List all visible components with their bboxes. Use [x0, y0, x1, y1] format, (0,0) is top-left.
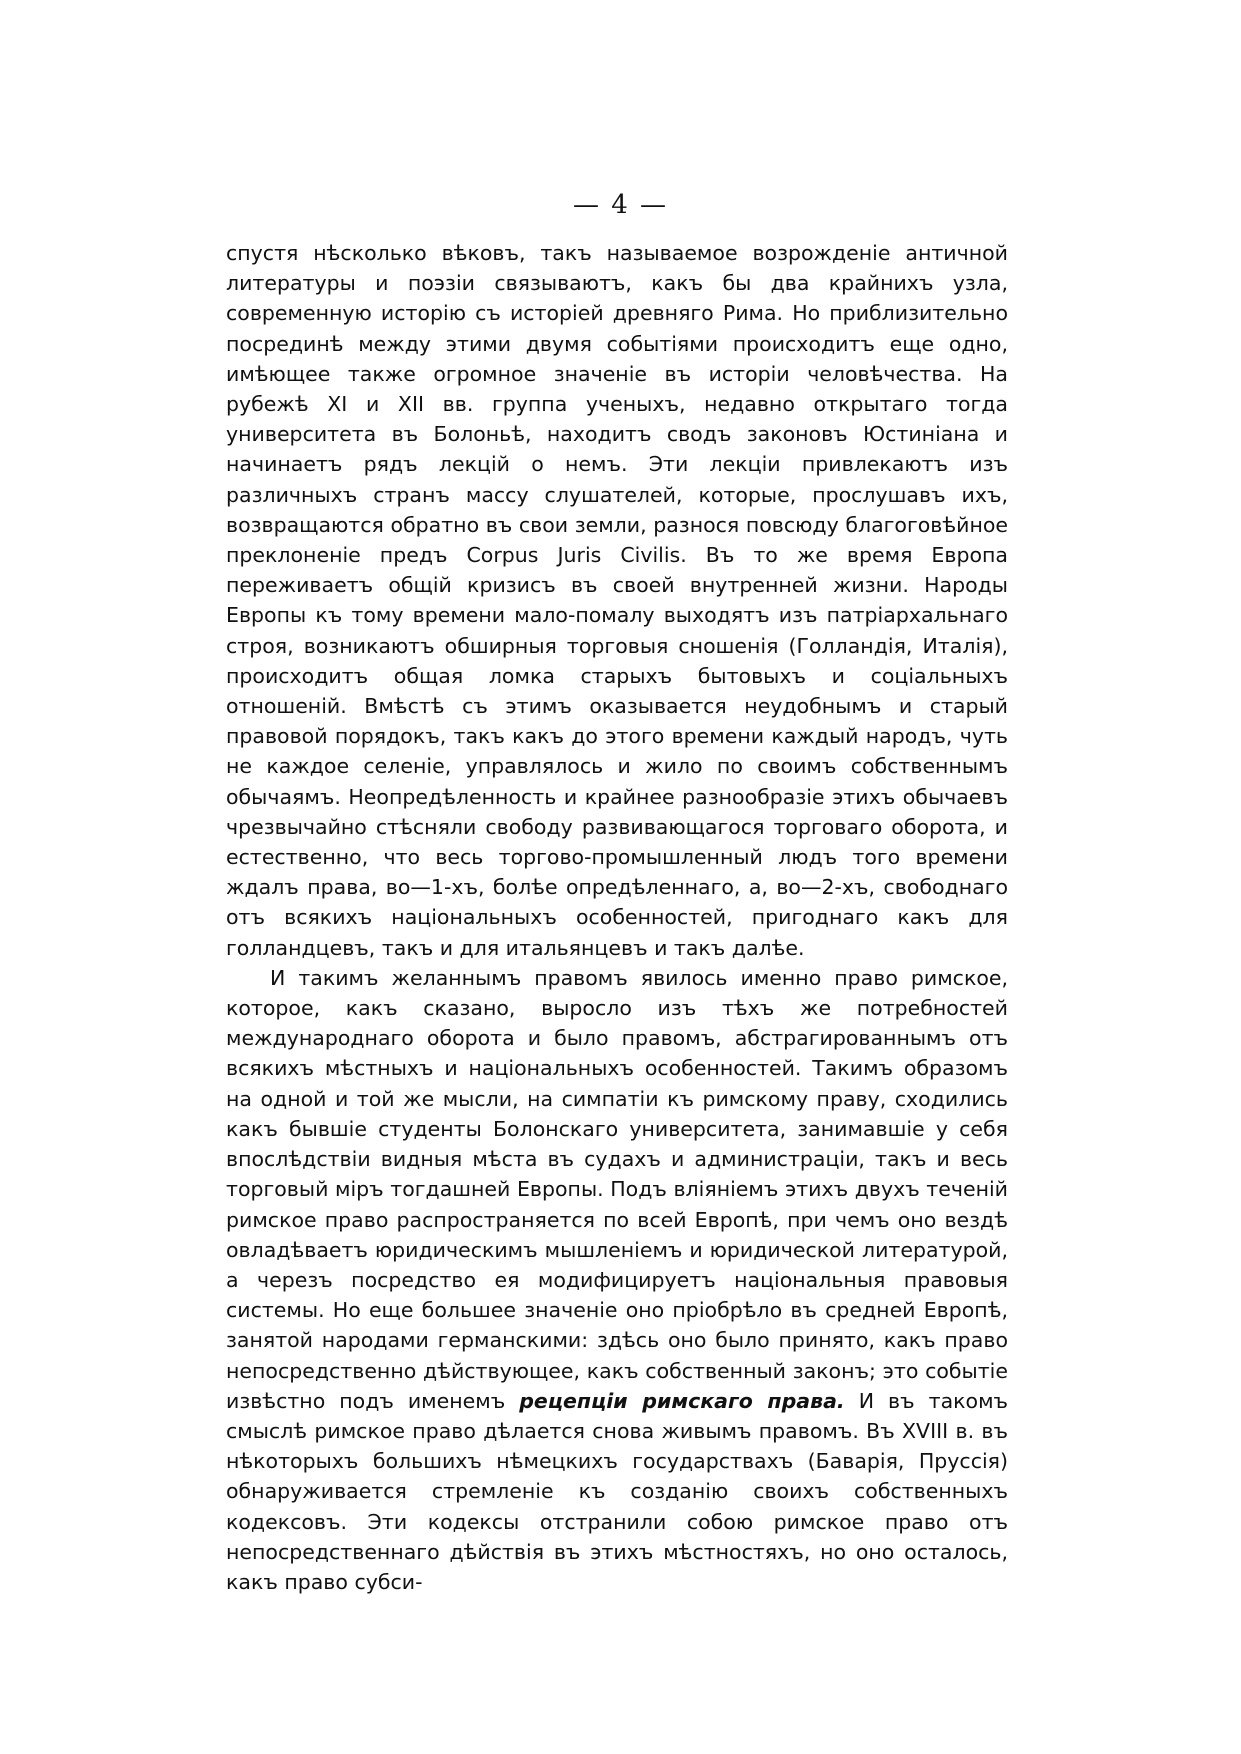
paragraph-2-text-after: И въ такомъ смыслѣ римское право дѣлается снова живымъ правомъ. Въ XVIII в. въ нѣкоторыхъ большихъ нѣмецкихъ государствахъ (Баварія, Пруссія) обнаруживается стремленіе къ созданію своихъ собственныхъ кодексовъ. Эти кодексы отстранили собою римское право отъ непосредственнаго дѣйствія въ этихъ мѣстностяхъ, но оно осталось, какъ право субси-	[226, 1388, 1009, 1594]
body-text	[226, 238, 1008, 1597]
paragraph-1: спустя нѣсколько вѣковъ, такъ называемое возрожденіе античной литературы и поэзіи связываютъ, какъ бы два крайнихъ узла, современную исторію съ исторіей древняго Рима. Но приблизительно посрединѣ между этими двумя событіями происходитъ еще одно, имѣющее также огромное значеніе въ исторіи человѣчества. На рубежѣ XI и XII вв. группа ученыхъ, недавно открытаго тогда университета въ Болоньѣ, находитъ сводъ законовъ Юстиніана и начинаетъ рядъ лекцій о немъ. Эти лекціи привлекаютъ изъ различныхъ странъ массу слушателей, которые, прослушавъ ихъ, возвращаются обратно въ свои земли, разнося повсюду благоговѣйное преклоненіе предъ Corpus Juris Civilis. Въ то же время Европа переживаетъ общій кризисъ въ своей внутренней жизни. Народы Европы къ тому времени мало-помалу выходятъ изъ патріархальнаго строя, возникаютъ обширныя торговыя сношенія (Голландія, Италія), происходитъ общая ломка старыхъ бытовыхъ и соціальныхъ отношеній. Вмѣстѣ съ этимъ оказывается неудобнымъ и старый правовой порядокъ, такъ какъ до этого времени каждый народъ, чуть не каждое селеніе, управлялось и жило по своимъ собственнымъ обычаямъ. Неопредѣленность и крайнее разнообразіе этихъ обычаевъ чрезвычайно стѣсняли свободу развивающагося торговаго оборота, и естественно, что весь торгово-промышленный людъ того времени ждалъ права, во—1-хъ, болѣе опредѣленнаго, а, во—2-хъ, свободнаго отъ всякихъ національныхъ особенностей, пригоднаго какъ для голландцевъ, такъ и для итальянцевъ и такъ далѣе.	[226, 241, 1008, 960]
paragraph-2-text-before: И такимъ желаннымъ правомъ явилось именно право римское, которое, какъ сказано, выросло изъ тѣхъ же потребностей международнаго оборота и было правомъ, абстрагированнымъ отъ всякихъ мѣстныхъ и національныхъ особенностей. Такимъ образомъ на одной и той же мысли, на симпатіи къ римскому праву, сходились какъ бывшіе студенты Болонскаго университета, занимавшіе у себя впослѣдствіи видныя мѣста въ судахъ и администраціи, такъ и весь торговый міръ тогдашней Европы. Подъ вліяніемъ этихъ двухъ теченій римское право распространяется по всей Европѣ, при чемъ оно вездѣ овладѣваетъ юридическимъ мышленіемъ и юридической литературой, а черезъ посредство ея модифицируетъ національныя правовыя системы. Но еще большее значеніе оно пріобрѣло въ средней Европѣ, занятой народами германскими: здѣсь оно было принято, какъ право непосредственно дѣйствующее, какъ собственный законъ; это событіе извѣстно подъ именемъ	[226, 965, 1008, 1413]
paragraph-2-emphasis: рецепціи римскаго права.	[519, 1388, 845, 1413]
page-number: — 4 —	[572, 190, 669, 220]
paragraph-2	[226, 963, 1008, 1597]
